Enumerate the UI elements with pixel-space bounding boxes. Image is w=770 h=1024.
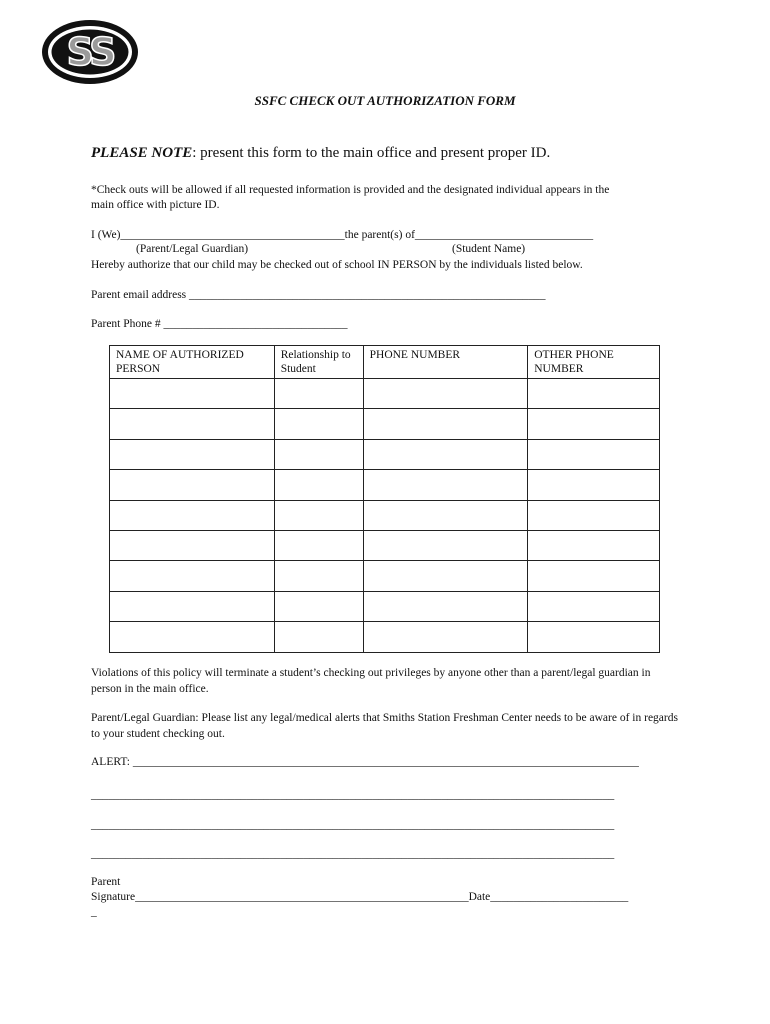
- name-cell[interactable]: [110, 439, 275, 469]
- relationship-cell[interactable]: [274, 439, 363, 469]
- authorized-persons-table: [109, 345, 660, 653]
- signature-date-line[interactable]: Signature__________________________________________________________Date________________________: [91, 891, 629, 903]
- phone-cell[interactable]: [363, 379, 528, 409]
- please-note-label: PLEASE NOTE: [91, 145, 193, 161]
- other-phone-cell[interactable]: [528, 470, 660, 500]
- table-row: [110, 379, 660, 409]
- relationship-cell[interactable]: [274, 409, 363, 439]
- other-phone-cell[interactable]: [528, 561, 660, 591]
- name-cell[interactable]: [110, 561, 275, 591]
- phone-cell[interactable]: [363, 622, 528, 652]
- name-cell[interactable]: [110, 500, 275, 530]
- school-logo: [40, 18, 140, 86]
- signature-parent-label: Parent: [91, 876, 121, 888]
- relationship-cell[interactable]: [274, 470, 363, 500]
- table-row: [110, 409, 660, 439]
- name-cell[interactable]: [110, 530, 275, 560]
- column-header-name: NAME OF AUTHORIZED PERSON: [110, 346, 275, 379]
- instructions-line-1: *Check outs will be allowed if all requested information is provided and the designated individual appears in the: [91, 184, 610, 196]
- phone-cell[interactable]: [363, 470, 528, 500]
- name-cell[interactable]: [110, 379, 275, 409]
- other-phone-cell[interactable]: [528, 530, 660, 560]
- column-header-phone: PHONE NUMBER: [363, 346, 528, 379]
- relationship-cell[interactable]: [274, 530, 363, 560]
- alert-line-1[interactable]: ALERT: ________________________________________________________________________________________: [91, 756, 639, 768]
- relationship-cell[interactable]: [274, 379, 363, 409]
- column-header-relationship: Relationship to Student: [274, 346, 363, 379]
- relationship-cell[interactable]: [274, 561, 363, 591]
- other-phone-cell[interactable]: [528, 409, 660, 439]
- student-caption: (Student Name): [452, 243, 526, 255]
- relationship-cell[interactable]: [274, 500, 363, 530]
- other-phone-cell[interactable]: [528, 439, 660, 469]
- other-phone-cell[interactable]: [528, 591, 660, 621]
- authorization-statement: Hereby authorize that our child may be checked out of school IN PERSON by the individuals listed below.: [91, 259, 583, 271]
- parent-student-line[interactable]: I (We)_______________________________________the parent(s) of_______________________________: [91, 229, 594, 241]
- phone-cell[interactable]: [363, 409, 528, 439]
- parent-phone-field[interactable]: Parent Phone # ________________________________: [91, 318, 348, 330]
- alert-line-3[interactable]: ___________________________________________________________________________________________: [91, 819, 615, 831]
- signature-trailing-mark: _: [91, 906, 97, 918]
- form-title: SSFC CHECK OUT AUTHORIZATION FORM: [254, 93, 516, 108]
- phone-cell[interactable]: [363, 530, 528, 560]
- column-header-other-phone: OTHER PHONE NUMBER: [528, 346, 660, 379]
- table-row: [110, 439, 660, 469]
- other-phone-cell[interactable]: [528, 622, 660, 652]
- name-cell[interactable]: [110, 470, 275, 500]
- table-row: [110, 591, 660, 621]
- phone-cell[interactable]: [363, 500, 528, 530]
- alerts-request: Parent/Legal Guardian: Please list any legal/medical alerts that Smiths Station Freshman Center needs to be aware of in regards to your student checking out.: [91, 712, 678, 740]
- table-header-row: [110, 346, 660, 379]
- name-cell[interactable]: [110, 622, 275, 652]
- instructions-line-2: main office with picture ID.: [91, 199, 220, 211]
- please-note: [91, 145, 550, 162]
- alert-line-2[interactable]: ___________________________________________________________________________________________: [91, 789, 615, 801]
- table-row: [110, 500, 660, 530]
- violations-policy: Violations of this policy will terminate a student’s checking out privileges by anyone other than a parent/legal guardian in person in the main office.: [91, 667, 651, 695]
- name-cell[interactable]: [110, 409, 275, 439]
- logo-text: SS: [66, 30, 114, 74]
- parent-email-field[interactable]: Parent email address ______________________________________________________________: [91, 289, 546, 301]
- phone-cell[interactable]: [363, 439, 528, 469]
- other-phone-cell[interactable]: [528, 500, 660, 530]
- phone-cell[interactable]: [363, 561, 528, 591]
- table-row: [110, 470, 660, 500]
- alert-line-4[interactable]: ___________________________________________________________________________________________: [91, 848, 615, 860]
- relationship-cell[interactable]: [274, 591, 363, 621]
- relationship-cell[interactable]: [274, 622, 363, 652]
- name-cell[interactable]: [110, 591, 275, 621]
- phone-cell[interactable]: [363, 591, 528, 621]
- table-row: [110, 622, 660, 652]
- please-note-text: : present this form to the main office and present proper ID.: [192, 145, 551, 161]
- table-row: [110, 530, 660, 560]
- parent-caption: (Parent/Legal Guardian): [136, 243, 249, 255]
- table-row: [110, 561, 660, 591]
- other-phone-cell[interactable]: [528, 379, 660, 409]
